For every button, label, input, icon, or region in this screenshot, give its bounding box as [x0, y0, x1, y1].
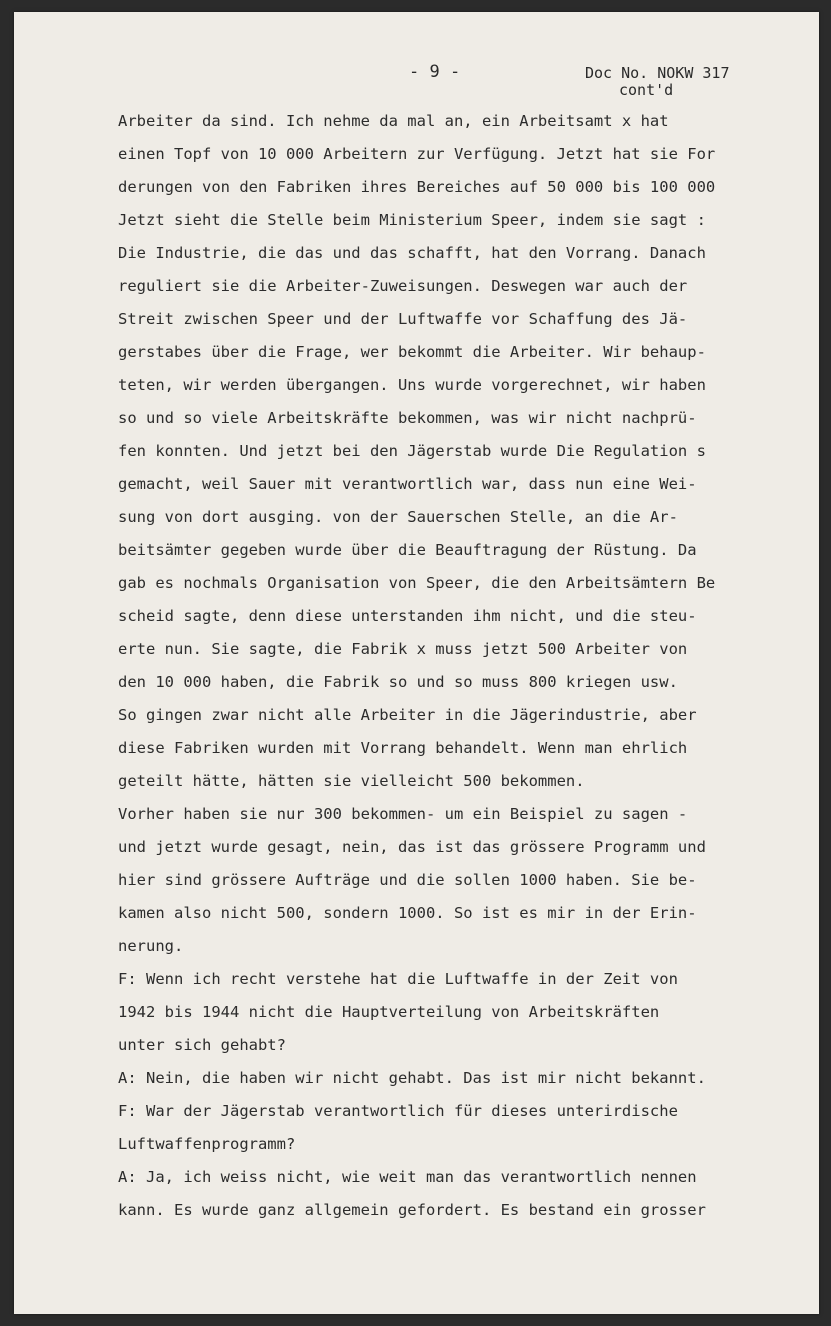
- text-line: Streit zwischen Speer und der Luftwaffe vor Schaffung des Jä-: [118, 310, 688, 328]
- text-line: Luftwaffenprogramm?: [118, 1135, 296, 1153]
- text-line: nerung.: [118, 937, 184, 955]
- text-line: Jetzt sieht die Stelle beim Ministerium Speer, indem sie sagt :: [118, 211, 706, 229]
- text-line: so und so viele Arbeitskräfte bekommen, was wir nicht nachprü-: [118, 409, 697, 427]
- text-line: hier sind grössere Aufträge und die sollen 1000 haben. Sie be-: [118, 871, 697, 889]
- text-line: A: Nein, die haben wir nicht gehabt. Das ist mir nicht bekannt.: [118, 1069, 706, 1087]
- text-line: sung von dort ausging. von der Sauerschen Stelle, an die Ar-: [118, 508, 678, 526]
- text-line: und jetzt wurde gesagt, nein, das ist das grössere Programm und: [118, 838, 706, 856]
- text-line: erte nun. Sie sagte, die Fabrik x muss jetzt 500 Arbeiter von: [118, 640, 688, 658]
- text-line: 1942 bis 1944 nicht die Hauptverteilung von Arbeitskräften: [118, 1003, 660, 1021]
- document-reference: [585, 65, 730, 99]
- document-page: [14, 12, 819, 1314]
- page-number: - 9 -: [409, 62, 461, 82]
- text-line: Die Industrie, die das und das schafft, hat den Vorrang. Danach: [118, 244, 706, 262]
- text-line: F: Wenn ich recht verstehe hat die Luftwaffe in der Zeit von: [118, 970, 678, 988]
- text-line: kann. Es wurde ganz allgemein gefordert. Es bestand ein grosser: [118, 1201, 706, 1219]
- text-line: den 10 000 haben, die Fabrik so und so muss 800 kriegen usw.: [118, 673, 678, 691]
- text-line: fen konnten. Und jetzt bei den Jägerstab wurde Die Regulation s: [118, 442, 706, 460]
- text-line: A: Ja, ich weiss nicht, wie weit man das verantwortlich nennen: [118, 1168, 697, 1186]
- text-line: einen Topf von 10 000 Arbeitern zur Verfügung. Jetzt hat sie For: [118, 145, 716, 163]
- text-line: teten, wir werden übergangen. Uns wurde vorgerechnet, wir haben: [118, 376, 706, 394]
- text-line: gab es nochmals Organisation von Speer, die den Arbeitsämtern Be: [118, 574, 716, 592]
- text-line: diese Fabriken wurden mit Vorrang behandelt. Wenn man ehrlich: [118, 739, 688, 757]
- text-line: Arbeiter da sind. Ich nehme da mal an, ein Arbeitsamt x hat: [118, 112, 669, 130]
- text-line: gemacht, weil Sauer mit verantwortlich war, dass nun eine Wei-: [118, 475, 697, 493]
- text-line: gerstabes über die Frage, wer bekommt die Arbeiter. Wir behaup-: [118, 343, 706, 361]
- text-line: geteilt hätte, hätten sie vielleicht 500 bekommen.: [118, 772, 585, 790]
- text-line: So gingen zwar nicht alle Arbeiter in die Jägerindustrie, aber: [118, 706, 697, 724]
- text-line: reguliert sie die Arbeiter-Zuweisungen. Deswegen war auch der: [118, 277, 688, 295]
- text-line: unter sich gehabt?: [118, 1036, 286, 1054]
- continued-label: cont'd: [619, 81, 674, 99]
- text-line: kamen also nicht 500, sondern 1000. So ist es mir in der Erin-: [118, 904, 697, 922]
- text-line: derungen von den Fabriken ihres Bereiches auf 50 000 bis 100 000: [118, 178, 716, 196]
- text-line: scheid sagte, denn diese unterstanden ihm nicht, und die steu-: [118, 607, 697, 625]
- text-line: Vorher haben sie nur 300 bekommen- um ein Beispiel zu sagen -: [118, 805, 688, 823]
- doc-number: Doc No. NOKW 317: [585, 64, 730, 82]
- text-line: beitsämter gegeben wurde über die Beauftragung der Rüstung. Da: [118, 541, 697, 559]
- text-line: F: War der Jägerstab verantwortlich für dieses unterirdische: [118, 1102, 678, 1120]
